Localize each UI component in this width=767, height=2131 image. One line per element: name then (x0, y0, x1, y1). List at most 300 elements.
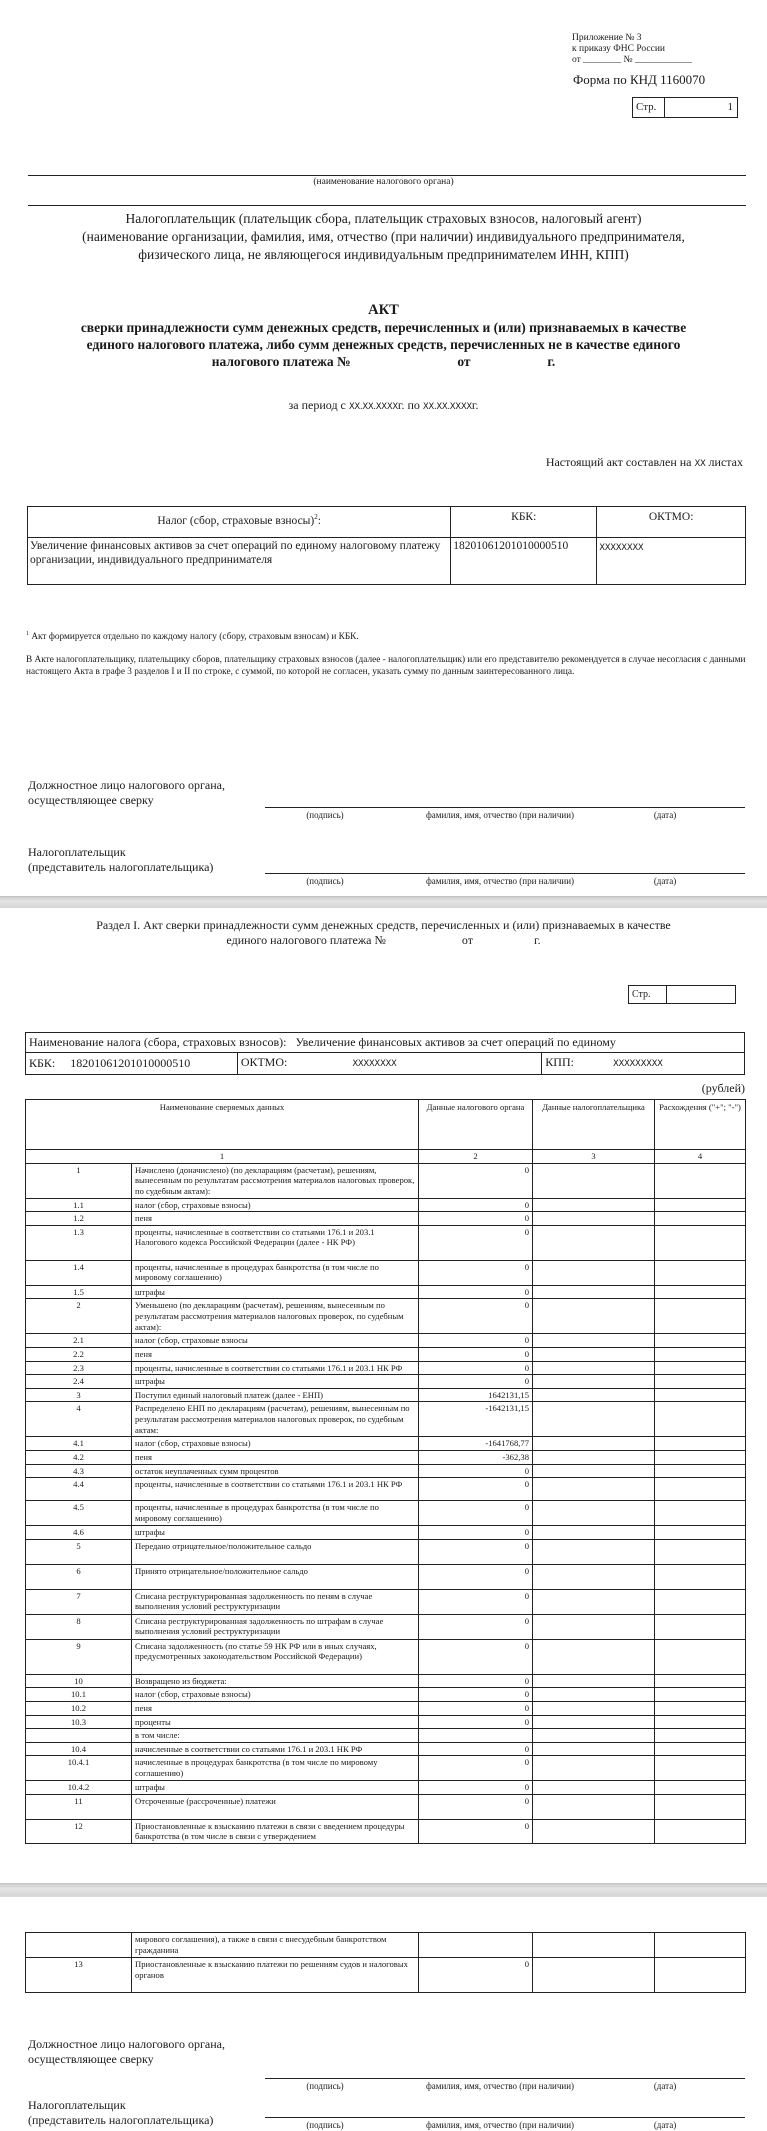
row-name: налог (сбор, страховые взносы) (132, 1198, 419, 1212)
taxpayer-signature-label (28, 845, 213, 875)
table-row (26, 1756, 746, 1781)
table-row (26, 1564, 746, 1589)
period-to: ХХ.ХХ.ХХХХ (422, 402, 472, 412)
taxpayer-line-text: (наименование организации, фамилия, имя, отчество (при наличии) индивидуального предпринимателя, (82, 229, 685, 244)
row-name: Уменьшено (по декларациям (расчетам), решениям, вынесенным по результатам рассмотрения материалов налоговых проверок, по судебным актам): (132, 1299, 419, 1334)
period-from: ХХ.ХХ.ХХХХ (348, 402, 398, 412)
table-row (26, 1198, 746, 1212)
row-number: 5 (26, 1539, 132, 1564)
act-year-suffix: г. (547, 354, 556, 369)
tax-authority-value: -1642131,15 (419, 1402, 533, 1437)
tax-name-label: Наименование налога (сбора, страховых взносов): (29, 1035, 287, 1049)
discrepancy-value (655, 1958, 746, 1993)
taxpayer-value (533, 1933, 655, 1958)
kbk-cell (26, 1053, 238, 1075)
discrepancy-value (655, 1334, 746, 1348)
taxpayer-value (533, 1674, 655, 1688)
taxpayer-value (533, 1478, 655, 1501)
tax-authority-value: 0 (419, 1526, 533, 1540)
column-numbers-row (26, 1150, 746, 1164)
page-number-box (628, 985, 736, 1004)
row-number: 3 (26, 1388, 132, 1402)
row-number: 10 (26, 1674, 132, 1688)
discrepancy-value (655, 1212, 746, 1226)
taxpayer-value (533, 1501, 655, 1526)
tax-authority-value: 0 (419, 1299, 533, 1334)
discrepancy-value (655, 1756, 746, 1781)
tax-authority-value: 0 (419, 1334, 533, 1348)
appendix-line: от ________ № ____________ (572, 55, 692, 65)
tax-authority-value: 0 (419, 1375, 533, 1389)
taxpayer-signature-captions (265, 876, 743, 886)
footnote-1 (26, 628, 746, 644)
tax-authority-value: 0 (419, 1564, 533, 1589)
sheets-count: ХХ (694, 459, 706, 469)
oktmo-label: ОКТМО: (240, 1055, 288, 1069)
tax-authority-value: 0 (419, 1742, 533, 1756)
row-number: 4 (26, 1402, 132, 1437)
row-name: Распределено ЕНП по декларациям (расчетам), решениям, вынесенным по результатам рассмотрения материалов налоговых проверок, по судебным актам: (132, 1402, 419, 1437)
taxpayer-value (533, 1756, 655, 1781)
tax-authority-value: 0 (419, 1614, 533, 1639)
row-number (26, 1729, 132, 1743)
row-number: 2.4 (26, 1375, 132, 1389)
row-name: проценты (132, 1715, 419, 1729)
row-number: 4.3 (26, 1464, 132, 1478)
row-name: Принято отрицательное/положительное сальдо (132, 1564, 419, 1589)
taxpayer-value (533, 1794, 655, 1819)
kpp-value: ХХХХХХХХХ (612, 1059, 663, 1069)
table-row (26, 1781, 746, 1795)
tax-authority-value: 0 (419, 1163, 533, 1198)
oktmo-cell (237, 1053, 541, 1075)
caption-signature: (подпись) (306, 2120, 344, 2130)
period-mid: г. по (397, 398, 423, 412)
tax-authority-value: 0 (419, 1794, 533, 1819)
taxpayer-line-text: Налогоплательщик (плательщик сбора, плательщик страховых взносов, налоговый агент) (125, 211, 642, 226)
tax-authority-value: 0 (419, 1361, 533, 1375)
discrepancy-value (655, 1701, 746, 1715)
row-number: 8 (26, 1614, 132, 1639)
page-number-label: Стр. (633, 98, 665, 117)
row-name: проценты, начисленные в процедурах банкротства (в том числе по мировому соглашению) (132, 1260, 419, 1285)
act-date-label: от (457, 354, 471, 369)
tax-kbk-header-row (28, 507, 746, 538)
caption-date: (дата) (653, 2120, 677, 2130)
period-suffix: г. (471, 398, 479, 412)
row-number: 10.1 (26, 1688, 132, 1702)
discrepancy-value (655, 1639, 746, 1674)
sheet-count-line (546, 455, 743, 470)
row-number: 1.2 (26, 1212, 132, 1226)
discrepancy-value (655, 1742, 746, 1756)
tax-authority-value: 0 (419, 1701, 533, 1715)
row-name: Списана задолженность (по статье 59 НК РФ или в иных случаях, предусмотренных законодательством Российской Федерации) (132, 1639, 419, 1674)
taxpayer-value (533, 1539, 655, 1564)
page-number-value: 1 (727, 101, 733, 113)
discrepancy-value (655, 1450, 746, 1464)
taxpayer-value (533, 1589, 655, 1614)
tax-authority-value: 0 (419, 1674, 533, 1688)
taxpayer-value (533, 1212, 655, 1226)
taxpayer-value (533, 1701, 655, 1715)
table-row (26, 1212, 746, 1226)
tax-authority-value: 0 (419, 1781, 533, 1795)
tax-name-row (26, 1033, 745, 1053)
row-name: остаток неуплаченных сумм процентов (132, 1464, 419, 1478)
discrepancy-value (655, 1674, 746, 1688)
signature-label-line: Налогоплательщик (28, 2098, 126, 2112)
row-name: штрафы (132, 1526, 419, 1540)
form-knd-code: Форма по КНД 1160070 (573, 72, 706, 87)
row-name: Поступил единый налоговый платеж (далее - ЕНП) (132, 1388, 419, 1402)
signature-label-line: (представитель налогоплательщика) (28, 860, 214, 874)
caption-fullname: фамилия, имя, отчество (при наличии) (425, 2120, 575, 2130)
discrepancy-value (655, 1361, 746, 1375)
table-row (26, 1674, 746, 1688)
discrepancy-value (655, 1539, 746, 1564)
reconciliation-table-continued (25, 1932, 746, 1993)
header-tax-text: Налог (сбор, страховые взносы) (157, 514, 315, 527)
discrepancy-value (655, 1388, 746, 1402)
column-number: 4 (655, 1150, 746, 1164)
taxpayer-value (533, 1450, 655, 1464)
signature-label-line: Налогоплательщик (28, 845, 126, 859)
discrepancy-value (655, 1589, 746, 1614)
row-number: 9 (26, 1639, 132, 1674)
signature-label-line: Должностное лицо налогового органа, (28, 2037, 225, 2051)
row-number: 2.2 (26, 1347, 132, 1361)
tax-authority-value: 0 (419, 1478, 533, 1501)
tax-authority-value (419, 1933, 533, 1958)
taxpayer-value (533, 1781, 655, 1795)
signature-label-line: осуществляющее сверку (28, 793, 154, 807)
section-number-label: единого налогового платежа № (226, 933, 386, 947)
table-row (26, 1501, 746, 1526)
discrepancy-value (655, 1501, 746, 1526)
footnotes (26, 628, 746, 679)
table-row (26, 1526, 746, 1540)
table-row (26, 1347, 746, 1361)
tax-authority-value: 0 (419, 1715, 533, 1729)
official-signature-label (28, 778, 225, 808)
row-name: проценты, начисленные в соответствии со статьями 176.1 и 203.1 НК РФ (132, 1361, 419, 1375)
sheets-prefix: Настоящий акт составлен на (545, 455, 695, 469)
sheets-suffix: листах (705, 455, 743, 469)
act-title (20, 302, 747, 370)
taxpayer-line-text: физического лица, не являющегося индивидуальным предпринимателем ИНН, КПП) (138, 247, 629, 262)
table-row (26, 1639, 746, 1674)
column-number: 1 (26, 1150, 419, 1164)
row-number: 4.5 (26, 1501, 132, 1526)
discrepancy-value (655, 1933, 746, 1958)
caption-date: (дата) (653, 810, 677, 820)
official-signature-line (265, 807, 745, 808)
official-signature-captions (265, 810, 743, 820)
header-tax-authority: Данные налогового органа (419, 1100, 533, 1150)
act-title-line: единого налогового платежа, либо сумм денежных средств, перечисленных не в качестве единого (86, 337, 681, 352)
taxpayer-value (533, 1260, 655, 1285)
table-row (26, 1334, 746, 1348)
footnote-ref: 2 (314, 513, 318, 521)
row-number: 10.4.1 (26, 1756, 132, 1781)
table-row (26, 1163, 746, 1198)
signature-label-line: осуществляющее сверку (28, 2052, 154, 2066)
caption-fullname: фамилия, имя, отчество (при наличии) (425, 2081, 575, 2091)
taxpayer-signature-line (265, 873, 745, 874)
act-number-label: налогового платежа № (211, 354, 351, 369)
units-label: (рублей) (701, 1081, 745, 1095)
taxpayer-value (533, 1639, 655, 1674)
taxpayer-value (533, 1729, 655, 1743)
discrepancy-value (655, 1163, 746, 1198)
row-number (26, 1933, 132, 1958)
table-row (26, 1729, 746, 1743)
row-name: Начислено (доначислено) (по декларациям (расчетам), решениям, вынесенным по результатам рассмотрения материалов налоговых проверок, по судебным актам): (132, 1163, 419, 1198)
discrepancy-value (655, 1375, 746, 1389)
discrepancy-value (655, 1478, 746, 1501)
official-signature-line (265, 2078, 745, 2079)
signature-label-line: Должностное лицо налогового органа, (28, 778, 225, 792)
tax-authority-value: 0 (419, 1756, 533, 1781)
table-row (26, 1450, 746, 1464)
table-row (26, 1819, 746, 1843)
tax-authority-value: 0 (419, 1639, 533, 1674)
tax-authority-value: 0 (419, 1688, 533, 1702)
table-row (26, 1285, 746, 1299)
section-title-line (30, 933, 737, 948)
kbk-label: КБК: (29, 1056, 56, 1070)
tax-authority-value: -362,38 (419, 1450, 533, 1464)
appendix-line: к приказу ФНС России (572, 44, 665, 54)
taxpayer-value (533, 1334, 655, 1348)
row-name: мирового соглашения), а также в связи с внесудебным банкротством гражданина (132, 1933, 419, 1958)
table-row (26, 1794, 746, 1819)
row-name: налог (сбор, страховые взносы) (132, 1688, 419, 1702)
row-name: Возвращено из бюджета: (132, 1674, 419, 1688)
row-number: 1.1 (26, 1198, 132, 1212)
act-title-line (20, 353, 747, 370)
row-number: 1.3 (26, 1225, 132, 1260)
row-name: налог (сбор, страховые взносы (132, 1334, 419, 1348)
row-name: проценты, начисленные в соответствии со статьями 176.1 и 203.1 Налогового кодекса Российской Федерации (далее - НК РФ) (132, 1225, 419, 1260)
caption-date: (дата) (653, 876, 677, 886)
row-name: начисленные в соответствии со статьями 176.1 и 203.1 НК РФ (132, 1742, 419, 1756)
oktmo-cell: ХХХХХХХХ (597, 538, 746, 585)
tax-kbk-table (27, 506, 746, 585)
footnote-mark: 1 (26, 631, 29, 637)
tax-authority-value: 0 (419, 1539, 533, 1564)
discrepancy-value (655, 1794, 746, 1819)
tax-name-cell (26, 1033, 745, 1053)
tax-name-value: Увеличение финансовых активов за счет операций по единому (295, 1035, 616, 1049)
discrepancy-value (655, 1464, 746, 1478)
table-row (26, 1614, 746, 1639)
discrepancy-value (655, 1526, 746, 1540)
row-name: штрафы (132, 1781, 419, 1795)
discrepancy-value (655, 1225, 746, 1260)
caption-signature: (подпись) (306, 876, 344, 886)
reconciliation-header-row (26, 1100, 746, 1150)
table-row (26, 1464, 746, 1478)
reconciliation-table (25, 1099, 746, 1844)
caption-signature: (подпись) (306, 2081, 344, 2091)
taxpayer-value (533, 1198, 655, 1212)
codes-row (26, 1053, 745, 1075)
footnote-text: Акт формируется отдельно по каждому налогу (сбору, страховым взносам) и КБК. (29, 632, 359, 643)
table-row (26, 1478, 746, 1501)
taxpayer-line (28, 205, 746, 206)
signature-label-line: (представитель налогоплательщика) (28, 2113, 214, 2127)
document-page-1 (0, 0, 767, 896)
row-number: 10.2 (26, 1701, 132, 1715)
table-row (26, 1539, 746, 1564)
taxpayer-signature-line (265, 2117, 745, 2118)
tax-authority-value: 0 (419, 1589, 533, 1614)
discrepancy-value (655, 1715, 746, 1729)
tax-authority-value: -1641768,77 (419, 1437, 533, 1451)
row-number: 2 (26, 1299, 132, 1334)
tax-authority-value: 0 (419, 1225, 533, 1260)
row-name: налог (сбор, страховые взносы) (132, 1437, 419, 1451)
row-name: штрафы (132, 1285, 419, 1299)
official-signature-captions (265, 2081, 743, 2091)
table-row (26, 1361, 746, 1375)
row-number: 11 (26, 1794, 132, 1819)
table-row (26, 1688, 746, 1702)
table-row (26, 1375, 746, 1389)
taxpayer-signature-label (28, 2098, 213, 2128)
section-title-line: Раздел I. Акт сверки принадлежности сумм денежных средств, перечисленных и (или) признаваемых в качестве (96, 918, 671, 932)
row-name: Списана реструктурированная задолженность по пеням в случае выполнения условий реструктуризации (132, 1589, 419, 1614)
row-number: 1 (26, 1163, 132, 1198)
taxpayer-value (533, 1375, 655, 1389)
caption-signature: (подпись) (306, 810, 344, 820)
caption-date: (дата) (653, 2081, 677, 2091)
taxpayer-value (533, 1402, 655, 1437)
taxpayer-value (533, 1347, 655, 1361)
page-number-value (667, 986, 735, 1003)
row-number: 6 (26, 1564, 132, 1589)
row-name: пеня (132, 1701, 419, 1715)
kbk-cell: 18201061201010000510 (451, 538, 597, 585)
table-row (26, 1388, 746, 1402)
header-discrepancy: Расхождения ("+"; "-") (655, 1100, 746, 1150)
row-number: 10.4 (26, 1742, 132, 1756)
discrepancy-value (655, 1819, 746, 1843)
caption-fullname: фамилия, имя, отчество (при наличии) (425, 876, 575, 886)
discrepancy-value (655, 1299, 746, 1334)
taxpayer-value (533, 1819, 655, 1843)
period-prefix: за период с (288, 398, 349, 412)
taxpayer-value (533, 1688, 655, 1702)
table-row (26, 1589, 746, 1614)
section-1-title (30, 918, 737, 948)
discrepancy-value (655, 1260, 746, 1285)
taxpayer-value (533, 1285, 655, 1299)
taxpayer-value (533, 1361, 655, 1375)
row-number: 7 (26, 1589, 132, 1614)
taxpayer-value (533, 1299, 655, 1334)
row-name: проценты, начисленные в процедурах банкротства (в том числе по мировому соглашению) (132, 1501, 419, 1526)
header-oktmo: ОКТМО: (597, 507, 746, 538)
tax-kbk-row (28, 538, 746, 585)
row-name: Приостановленные к взысканию платежи в связи с введением процедуры банкротства (в том числе в связи с утверждением (132, 1819, 419, 1843)
row-name: Передано отрицательное/положительное сальдо (132, 1539, 419, 1564)
header-taxpayer: Данные налогоплательщика (533, 1100, 655, 1150)
page-number-box (632, 97, 738, 118)
discrepancy-value (655, 1347, 746, 1361)
period-line (0, 398, 767, 413)
discrepancy-value (655, 1564, 746, 1589)
row-number: 2.3 (26, 1361, 132, 1375)
tax-authority-value (419, 1729, 533, 1743)
caption-fullname: фамилия, имя, отчество (при наличии) (425, 810, 575, 820)
table-row (26, 1715, 746, 1729)
tax-authority-value: 0 (419, 1260, 533, 1285)
row-number: 4.1 (26, 1437, 132, 1451)
table-row (26, 1299, 746, 1334)
row-name: штрафы (132, 1375, 419, 1389)
row-number: 13 (26, 1958, 132, 1993)
row-name: Приостановленные к взысканию платежи по решениям судов и налоговых органов (132, 1958, 419, 1993)
taxpayer-value (533, 1614, 655, 1639)
page-separator (0, 1883, 767, 1897)
row-name: начисленные в процедурах банкротства (в том числе по мировому соглашению) (132, 1756, 419, 1781)
discrepancy-value (655, 1688, 746, 1702)
taxpayer-value (533, 1958, 655, 1993)
table-row (26, 1742, 746, 1756)
header-tax (28, 507, 451, 538)
taxpayer-signature-captions (265, 2120, 743, 2130)
tax-authority-value: 1642131,15 (419, 1388, 533, 1402)
table-row (26, 1701, 746, 1715)
row-number: 2.1 (26, 1334, 132, 1348)
tax-authority-value: 0 (419, 1958, 533, 1993)
discrepancy-value (655, 1614, 746, 1639)
tax-authority-value: 0 (419, 1819, 533, 1843)
taxpayer-value (533, 1715, 655, 1729)
tax-authority-line (28, 175, 746, 176)
tax-info-table (25, 1032, 745, 1075)
discrepancy-value (655, 1198, 746, 1212)
header-name: Наименование сверяемых данных (26, 1100, 419, 1150)
kpp-label: КПП: (545, 1055, 574, 1069)
row-number: 1.5 (26, 1285, 132, 1299)
official-signature-label (28, 2037, 225, 2067)
page-number-label: Стр. (629, 986, 667, 1003)
table-row (26, 1437, 746, 1451)
kbk-value: 18201061201010000510 (70, 1056, 191, 1070)
taxpayer-value (533, 1225, 655, 1260)
row-number: 10.4.2 (26, 1781, 132, 1795)
column-number: 2 (419, 1150, 533, 1164)
row-name: пеня (132, 1212, 419, 1226)
header-kbk: КБК: (451, 507, 597, 538)
table-row (26, 1402, 746, 1437)
taxpayer-value (533, 1564, 655, 1589)
header-colon: : (317, 514, 321, 527)
row-number: 4.6 (26, 1526, 132, 1540)
section-date-label: от (461, 933, 473, 947)
row-name: пеня (132, 1450, 419, 1464)
tax-authority-value: 0 (419, 1212, 533, 1226)
act-heading: АКТ (368, 302, 399, 318)
table-row (26, 1225, 746, 1260)
table-row (26, 1260, 746, 1285)
tax-authority-value: 0 (419, 1285, 533, 1299)
row-number: 4.4 (26, 1478, 132, 1501)
